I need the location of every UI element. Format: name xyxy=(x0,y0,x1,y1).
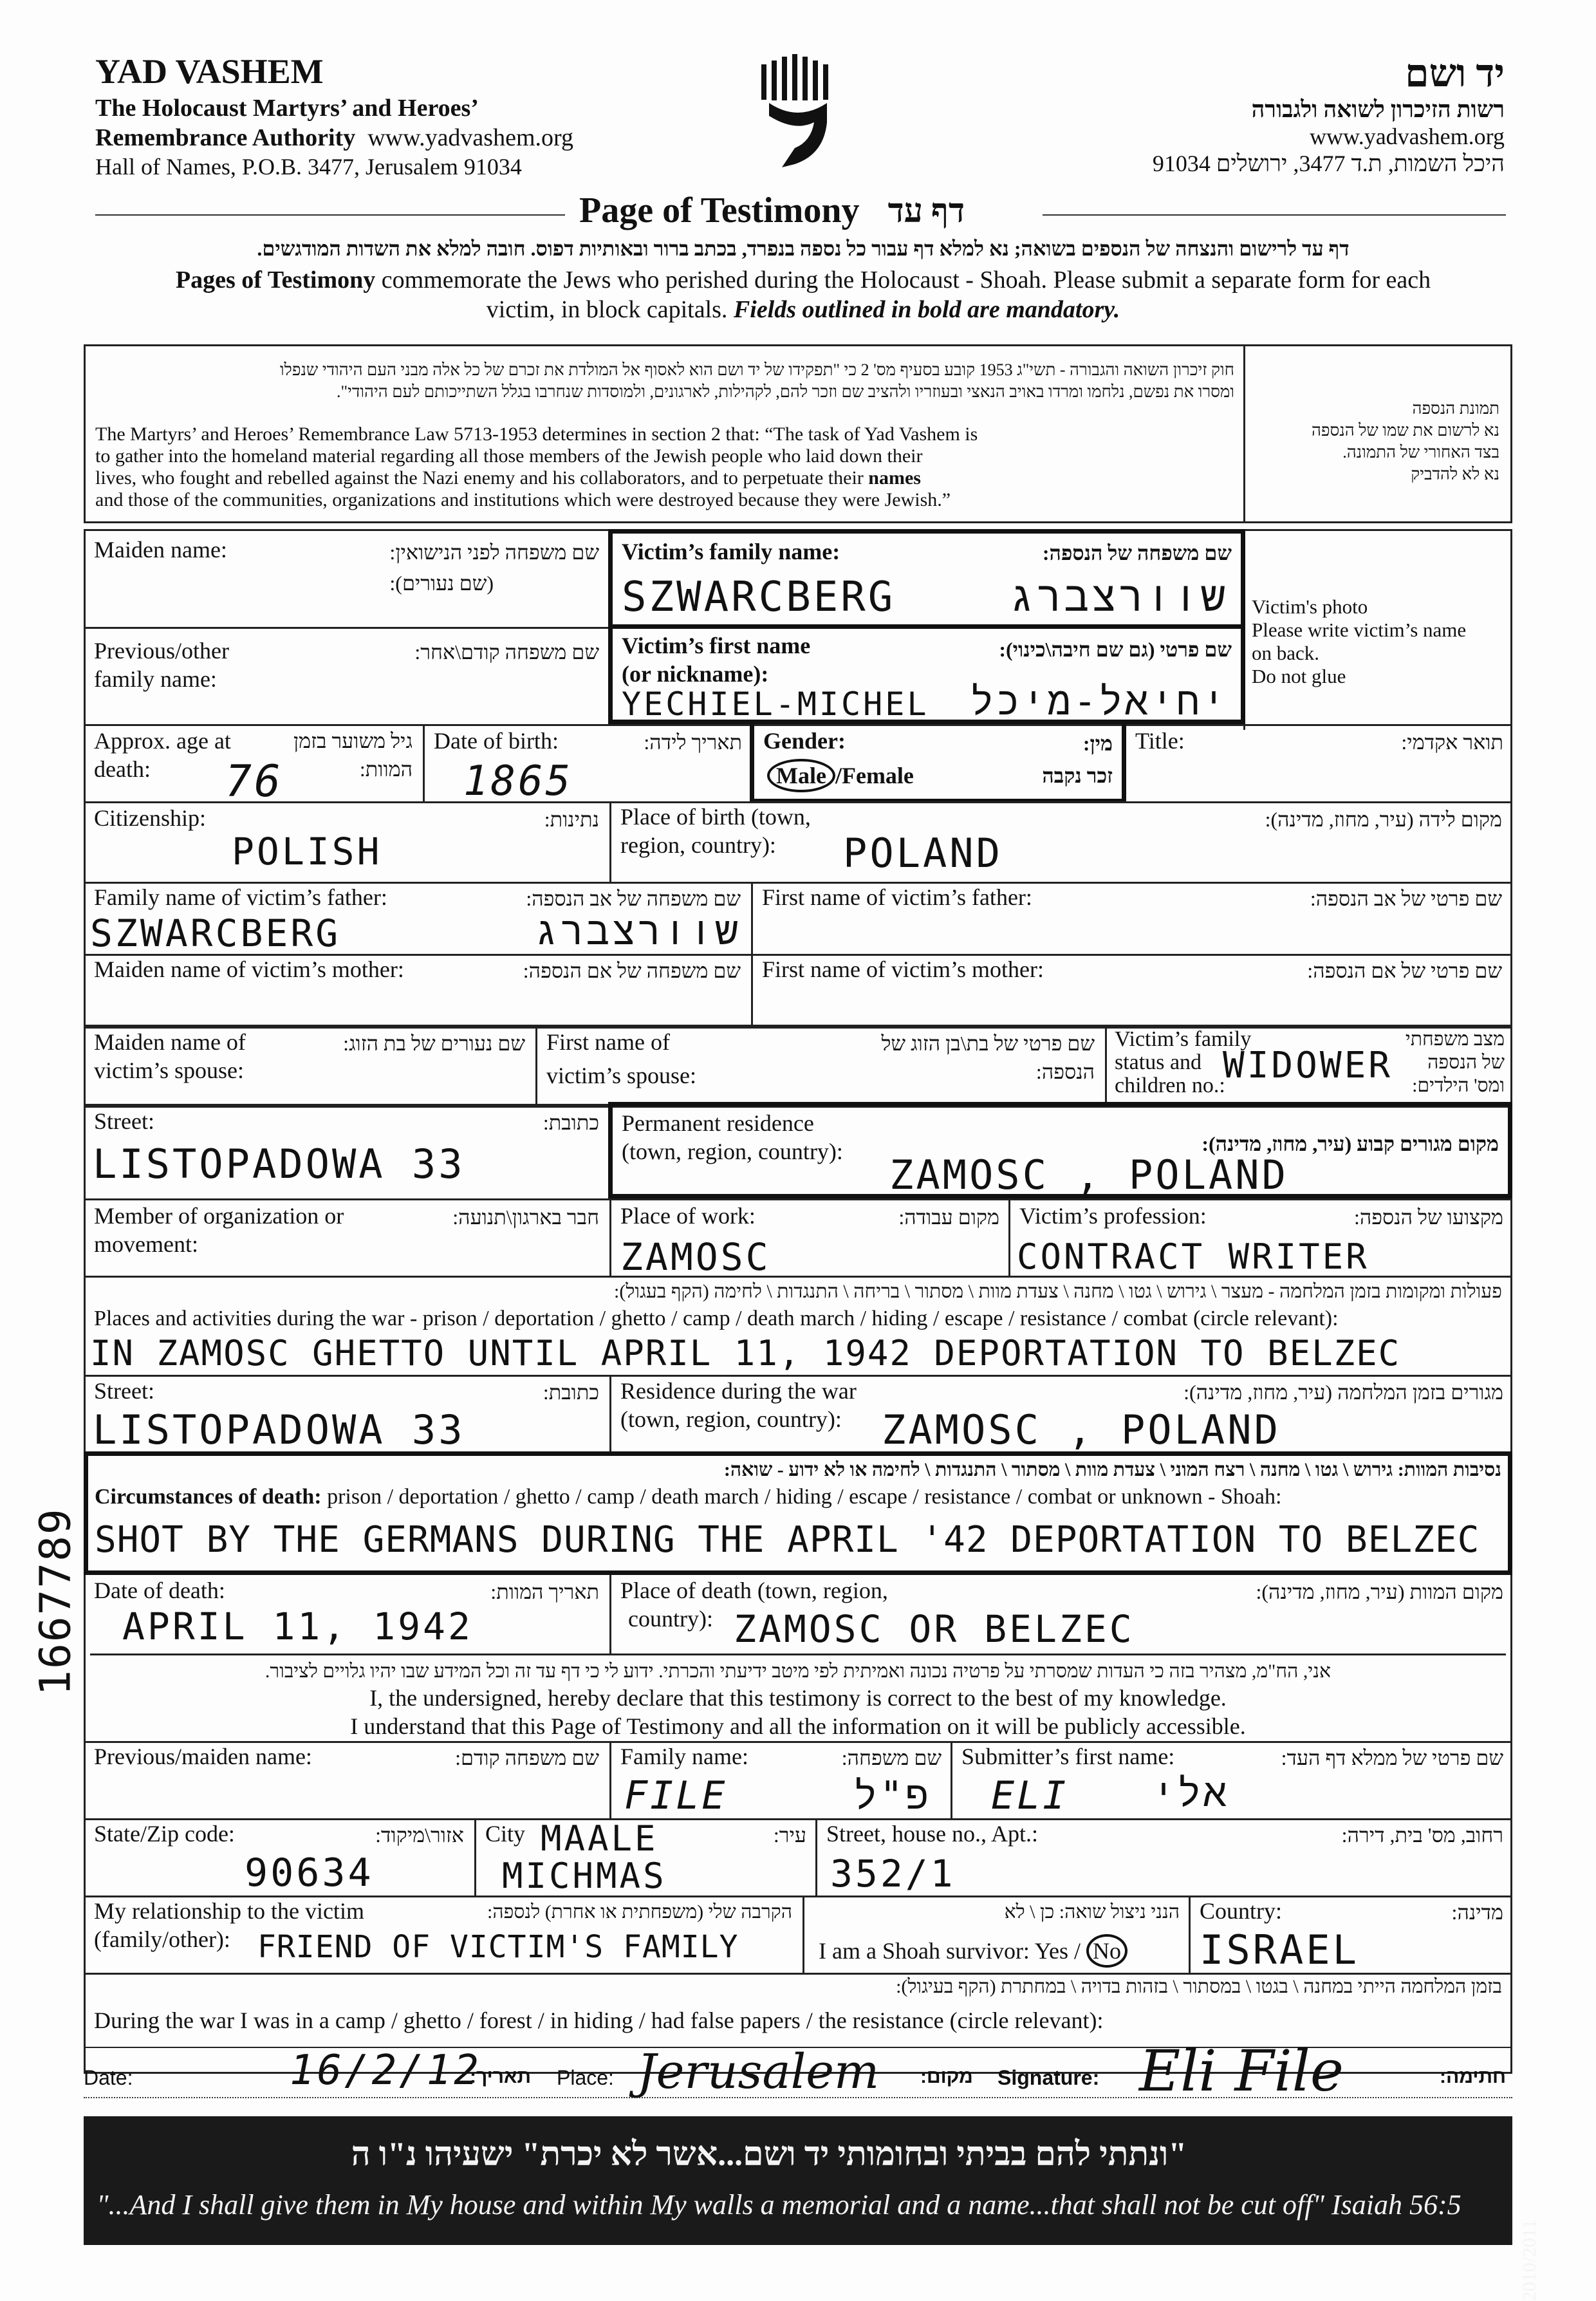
submitter-first-value[interactable]: ELI xyxy=(991,1773,1069,1818)
street-cell[interactable] xyxy=(84,1106,611,1196)
gender-cell[interactable] xyxy=(750,720,1126,803)
pob-label-2: region, country): xyxy=(620,832,776,858)
org-cell[interactable] xyxy=(84,1198,611,1276)
father-family-label: Family name of victim’s father: xyxy=(94,884,387,910)
zip-label-he: אזור\מיקוד: xyxy=(375,1823,464,1847)
war-places-label: Places and activities during the war - prison / deportation / ghetto / camp / death march / hiding / escape / resistance / combat (circle relevant): xyxy=(94,1307,1339,1330)
perm-res-label-2: (town, region, country): xyxy=(622,1139,843,1164)
father-family-label-he: שם משפחה של אב הנספה: xyxy=(526,887,741,910)
dod-label: Date of death: xyxy=(94,1578,225,1603)
citizenship-value[interactable]: POLISH xyxy=(232,830,382,873)
father-family-cell[interactable] xyxy=(84,882,753,954)
spouse-first-label-he xyxy=(805,1029,1095,1086)
submitter-first-cell[interactable] xyxy=(952,1741,1512,1818)
law-en-3: lives, who fought and rebelled against the Nazi enemy and his collaborators, and to perpetuate their xyxy=(95,467,869,489)
intro-en-bold: Pages of Testimony xyxy=(175,266,376,293)
city-value-2[interactable]: MICHMAS xyxy=(502,1856,667,1896)
death-circ-label-rest: prison / deportation / ghetto / camp / death march / hiding / escape / resistance / combat or unknown - Shoah: xyxy=(321,1485,1282,1509)
spouse-maiden-cell[interactable] xyxy=(84,1027,537,1104)
country-cell[interactable] xyxy=(1191,1896,1512,1973)
submitter-family-label: Family name: xyxy=(620,1744,748,1769)
war-places-cell[interactable] xyxy=(84,1276,1512,1379)
war-res-label-1: Residence during the war xyxy=(620,1378,857,1404)
pod-label-1: Place of death (town, region, xyxy=(620,1578,888,1603)
website-left: www.yadvashem.org xyxy=(367,124,573,151)
spouse-first-cell[interactable] xyxy=(537,1027,1107,1104)
country-label-he: מדינה: xyxy=(1451,1901,1503,1924)
family-status-label-3: children no.: xyxy=(1115,1074,1225,1097)
father-first-cell[interactable] xyxy=(753,882,1512,954)
submitter-prev-label: Previous/maiden name: xyxy=(94,1744,312,1769)
prev-family-cell[interactable] xyxy=(84,629,611,724)
submitter-family-cell[interactable] xyxy=(611,1741,952,1818)
signature-row xyxy=(84,2038,1512,2111)
prev-family-label xyxy=(94,637,229,693)
pob-value[interactable]: POLAND xyxy=(843,830,1003,877)
zip-value[interactable]: 90634 xyxy=(245,1850,374,1896)
age-cell[interactable] xyxy=(84,724,425,807)
gender-male[interactable]: Male xyxy=(767,759,835,792)
relationship-label-he: הקרבה שלי (משפחתית או אחרת) לנספה: xyxy=(487,1901,792,1923)
margin-number: 1667789 xyxy=(30,1507,80,1696)
relationship-label-2: (family/other): xyxy=(94,1926,230,1952)
maiden-name-cell[interactable] xyxy=(84,529,611,629)
mother-first-cell[interactable] xyxy=(753,954,1512,1025)
spouse-first-label-2: victim’s spouse: xyxy=(546,1063,696,1088)
death-circ-value[interactable]: SHOT BY THE GERMANS DURING THE APRIL '42 DEPORTATION TO BELZEC xyxy=(95,1519,1480,1561)
first-name-label xyxy=(622,631,810,688)
war-res-label xyxy=(620,1377,857,1433)
submitter-prev-label-he: שם משפחה קודם: xyxy=(455,1746,599,1769)
org-name-he: יד ושם xyxy=(1405,52,1505,95)
family-name-label: Victim’s family name: xyxy=(622,539,840,564)
org-sub-he: רשות הזיכרון לשואה ולגבורה xyxy=(1251,97,1505,122)
photo-instructions-he xyxy=(1252,398,1499,485)
age-label-1: Approx. age at xyxy=(94,728,231,754)
city-label: City xyxy=(485,1821,526,1847)
gender-options xyxy=(767,759,914,792)
relationship-cell[interactable] xyxy=(84,1896,804,1973)
survivor-label-text: I am a Shoah survivor: Yes / xyxy=(819,1938,1081,1964)
spouse-maiden-label xyxy=(94,1028,246,1085)
submitter-first-label: Submitter’s first name: xyxy=(961,1744,1175,1769)
war-res-label-2: (town, region, country): xyxy=(620,1406,842,1432)
war-street-label-he: כתובת: xyxy=(543,1381,599,1404)
profession-cell[interactable] xyxy=(1010,1198,1512,1276)
work-cell[interactable] xyxy=(611,1198,1010,1279)
spouse-maiden-label-2: victim’s spouse: xyxy=(94,1057,244,1083)
law-he xyxy=(95,359,1234,403)
title-label-he: תואר אקדמי: xyxy=(1401,731,1503,754)
submitter-first-value-he[interactable]: אלי xyxy=(1151,1771,1229,1816)
war-res-value[interactable]: ZAMOSC , POLAND xyxy=(882,1406,1281,1453)
family-name-value[interactable]: SZWARCBERG xyxy=(622,573,896,621)
survivor-no[interactable]: No xyxy=(1086,1934,1127,1968)
gender-label-he: מין: xyxy=(1082,732,1113,755)
spouse-first-label xyxy=(546,1028,696,1090)
citizenship-label-he: נתינות: xyxy=(544,808,599,831)
submitter-street-value[interactable]: 352/1 xyxy=(830,1852,956,1896)
spouse-maiden-label-1: Maiden name of xyxy=(94,1029,246,1055)
signature-underline xyxy=(84,2097,1512,2098)
pob-label-1: Place of birth (town, xyxy=(620,804,811,830)
org-name-en: YAD VASHEM xyxy=(95,52,324,91)
declaration-en-2: I understand that this Page of Testimony and all the information on it will be publicly accessible. xyxy=(350,1713,1246,1739)
zip-cell[interactable] xyxy=(84,1818,476,1896)
street-label: Street: xyxy=(94,1108,154,1134)
place-value[interactable]: Jerusalem xyxy=(637,2044,880,2100)
perm-res-cell[interactable] xyxy=(608,1102,1512,1198)
survivor-label-he: הנני ניצול שואה: כן \ לא xyxy=(1004,1901,1180,1923)
zip-label: State/Zip code: xyxy=(94,1821,235,1847)
submitter-family-label-he: שם משפחה: xyxy=(841,1746,942,1769)
age-label-he xyxy=(284,727,413,783)
org-label-2: movement: xyxy=(94,1231,198,1257)
perm-res-label-1: Permanent residence xyxy=(622,1110,814,1136)
work-value[interactable]: ZAMOSC xyxy=(620,1235,771,1279)
submitter-street-cell[interactable] xyxy=(817,1818,1512,1896)
photo-en-3: on back. xyxy=(1252,642,1320,664)
survivor-label xyxy=(819,1934,1127,1968)
photo-he-3: בצד האחורי של התמונה. xyxy=(1342,443,1499,461)
war-res-cell[interactable] xyxy=(611,1375,1512,1456)
city-label-he: עיר: xyxy=(773,1823,806,1847)
law-en-1: The Martyrs’ and Heroes’ Remembrance Law 5713-1953 determines in section 2 that: “The task of Yad Vashem is xyxy=(95,424,978,445)
survivor-cell[interactable] xyxy=(804,1896,1191,1973)
org-label xyxy=(94,1202,344,1258)
declaration-he: אני, הח"מ, מצהיר בזה כי העדות שמסרתי על פרטיה נכונה ואמיתית לפי מיטב ידיעתי והכרתי. ידוע לי כי דף עד זה וכל המידע שבו יהיו גלויים לציבור. xyxy=(264,1661,1332,1682)
date-value[interactable]: 16/2/12 xyxy=(290,2047,481,2094)
law-divider xyxy=(1243,344,1245,523)
gender-female[interactable]: /Female xyxy=(835,763,914,788)
war-street-value[interactable]: LISTOPADOWA 33 xyxy=(93,1406,465,1453)
submitter-war-label-he: בזמן המלחמה הייתי במחנה \ בגטו \ במסתור \ בזהות בדויה \ במחתרת (הקף בעיגול): xyxy=(896,1976,1502,1997)
photo-en-4: Do not glue xyxy=(1252,665,1346,687)
footer-year: 2010/2011 xyxy=(1519,2219,1540,2301)
date-label-he: תאריך: xyxy=(470,2066,532,2087)
maiden-name-label: Maiden name: xyxy=(94,537,227,563)
citizenship-label: Citizenship: xyxy=(94,805,206,831)
law-he-1: חוק זיכרון השואה והגבורה - תשי"ג 1953 קובע בסעיף מס' 2 כי "תפקידו של יד ושם הוא לאסוף אל המולדת את זכרם של כל אלה מבני העם היהודי שנפלו xyxy=(280,360,1234,379)
photo-en-1: Victim's photo xyxy=(1252,595,1368,618)
relationship-label-1: My relationship to the victim xyxy=(94,1898,364,1924)
family-status-label-he xyxy=(1376,1028,1505,1097)
org-sub1: The Holocaust Martyrs’ and Heroes’ xyxy=(95,95,479,122)
submitter-prev-cell[interactable] xyxy=(84,1741,611,1818)
photo-en-2: Please write victim’s name xyxy=(1252,619,1467,641)
submitter-street-label-he: רחוב, מס' בית, דירה: xyxy=(1341,1823,1503,1847)
profession-value[interactable]: CONTRACT WRITER xyxy=(1017,1236,1369,1277)
header-left xyxy=(95,51,674,180)
death-circ-label xyxy=(95,1484,1510,1510)
dob-value[interactable]: 1865 xyxy=(463,758,573,805)
intro-en-1: commemorate the Jews who perished during the Holocaust - Shoah. Please submit a separate form for each xyxy=(375,266,1431,293)
family-status-value[interactable]: WIDOWER xyxy=(1223,1045,1393,1086)
death-circ-label-bold: Circumstances of death: xyxy=(95,1485,322,1509)
submitter-war-cell[interactable] xyxy=(84,1973,1512,2044)
header-right xyxy=(925,51,1505,177)
first-name-value-he[interactable]: יחיאל-מיכל xyxy=(970,679,1228,724)
signature-label-he: חתימה: xyxy=(1439,2066,1506,2087)
street-value[interactable]: LISTOPADOWA 33 xyxy=(93,1141,465,1188)
dod-value[interactable]: APRIL 11, 1942 xyxy=(122,1605,473,1648)
pod-label-he: מקום המוות (עיר, מחוז, מדינה): xyxy=(1256,1580,1503,1603)
intro-he: דף עד לרישום והנצחה של הנספים בשואה; נא למלא דף עבור כל נספה בנפרד, בכתב ברור ובאותיות דפוס. חובה למלא את השדות המודגשים. xyxy=(257,237,1350,260)
submitter-war-label: During the war I was in a camp / ghetto / forest / in hiding / had false papers / the resistance (circle relevant): xyxy=(94,2008,1104,2033)
perm-res-value[interactable]: ZAMOSC , POLAND xyxy=(889,1151,1288,1198)
citizenship-cell[interactable] xyxy=(84,801,611,882)
war-street-label: Street: xyxy=(94,1378,154,1404)
footer-quote-he: "ונתתי להם בביתי ובחומותי יד ושם...אשר לא יכרת" ישעיהו נ"ו ה xyxy=(351,2136,1187,2173)
law-he-2: ומסרו את נפשם, נלחמו ומרדו באויב הנאצי ובעוזריו ולהציב שם וזכר להם, לקהילות, לארגונים, ולמוסדות שנחרבו בגלל השתייכותם לעם היהודי". xyxy=(336,382,1234,401)
father-family-value[interactable]: SZWARCBERG xyxy=(90,911,341,955)
country-label: Country: xyxy=(1200,1898,1283,1924)
submitter-family-value-he[interactable]: פ"ל xyxy=(853,1773,931,1818)
mother-maiden-cell[interactable] xyxy=(84,954,753,1025)
prev-family-label-he: שם משפחה קודם\אחר: xyxy=(414,640,599,664)
yad-vashem-logo xyxy=(756,51,843,180)
street-label-he: כתובת: xyxy=(543,1111,599,1134)
family-status-cell[interactable] xyxy=(1107,1027,1512,1104)
dod-cell[interactable] xyxy=(84,1575,611,1654)
work-label-he: מקום עבודה: xyxy=(898,1206,999,1229)
date-label: Date: xyxy=(84,2066,133,2089)
pod-cell[interactable] xyxy=(611,1575,1512,1654)
photo-he-2: נא לרשום את שמו של הנספה xyxy=(1311,421,1499,440)
header-rule-left xyxy=(95,214,565,216)
death-circ-label-he: נסיבות המוות: גירוש \ גטו \ מחנה \ רצח המוני \ צעדת מוות \ מסתור \ התנגדות \ לחימה או לא ידוע - שואה: xyxy=(723,1459,1501,1480)
signature-value[interactable]: Eli File xyxy=(1139,2038,1344,2104)
work-label: Place of work: xyxy=(620,1203,756,1229)
page-title-row xyxy=(579,190,1030,231)
dob-cell[interactable] xyxy=(425,724,753,805)
age-label xyxy=(94,727,231,783)
org-label-1: Member of organization or xyxy=(94,1203,344,1229)
family-status-label-2: status and xyxy=(1115,1050,1202,1074)
intro-en-2-bi: Fields outlined in bold are mandatory. xyxy=(733,296,1120,323)
mother-first-label-he: שם פרטי של אם הנספה: xyxy=(1307,959,1502,982)
address-en: Hall of Names, P.O.B. 3477, Jerusalem 91034 xyxy=(95,154,522,180)
photo-he-1: תמונת הנספה xyxy=(1412,399,1499,418)
org-label-he: חבר בארגון\תנועה: xyxy=(452,1206,599,1229)
city-value-1[interactable]: MAALE xyxy=(541,1818,658,1859)
war-places-label-he: פעולות ומקומות בזמן המלחמה - מעצר \ גירוש \ גטו \ מחנה \ צעדת מוות \ מסתור \ בריחה \ התנגדות \ לחימה (הקף בעגול): xyxy=(614,1281,1502,1302)
perm-res-label-he: מקום מגורים קבוע (עיר, מחוז, מדינה): xyxy=(1202,1132,1499,1155)
age-label-he-1: גיל משוער בזמן xyxy=(293,729,413,752)
family-status-label-he-3: ומס' הילדים: xyxy=(1412,1075,1505,1096)
page-title: Page of Testimony xyxy=(579,191,860,230)
family-status-label-he-1: מצב משפחתי xyxy=(1405,1029,1505,1050)
father-first-label-he: שם פרטי של אב הנספה: xyxy=(1310,887,1502,910)
page-title-he: דף עד xyxy=(887,193,965,230)
law-en-3b: names xyxy=(868,467,921,489)
death-circ-cell[interactable] xyxy=(84,1451,1512,1575)
intro-en-2: victim, in block capitals. xyxy=(486,296,734,323)
family-status-label-he-2: של הנספה xyxy=(1427,1052,1505,1073)
profession-label: Victim’s profession: xyxy=(1019,1203,1207,1229)
relationship-value[interactable]: FRIEND OF VICTIM'S FAMILY xyxy=(257,1929,739,1965)
declaration-en-1: I, the undersigned, hereby declare that this testimony is correct to the best of my knowledge. xyxy=(369,1685,1227,1711)
submitter-street-label: Street, house no., Apt.: xyxy=(826,1821,1038,1847)
law-en-2: to gather into the homeland material regarding all those members of the Jewish people who laid down their xyxy=(95,445,923,467)
footer-quote-en: "...And I shall give them in My house and within My walls a memorial and a name...that shall not be cut off" Isaiah 56:5 xyxy=(97,2189,1461,2221)
spouse-first-label-1: First name of xyxy=(546,1029,670,1055)
intro-en xyxy=(95,265,1511,324)
submitter-family-value[interactable]: FILE xyxy=(624,1773,728,1818)
city-cell[interactable] xyxy=(476,1818,817,1896)
place-label-he: מקום: xyxy=(920,2066,973,2087)
maiden-name-label-he2: (שם נעורים): xyxy=(389,572,494,595)
pob-cell[interactable] xyxy=(611,801,1512,882)
dob-label: Date of birth: xyxy=(434,728,559,754)
pod-value[interactable]: ZAMOSC OR BELZEC xyxy=(734,1607,1135,1651)
age-label-he-2: המוות: xyxy=(359,758,413,781)
law-en-4: and those of the communities, organizations and institutions which were destroyed because they were Jewish.” xyxy=(95,489,951,510)
org-sub2-line xyxy=(95,124,674,152)
signature-label: Signature: xyxy=(998,2066,1100,2089)
family-name-value-he[interactable]: שוורצברג xyxy=(1009,573,1228,621)
maiden-name-label-he: שם משפחה לפני הנישואין: xyxy=(389,541,599,564)
first-name-label-1: Victim’s first name xyxy=(622,633,811,658)
spouse-maiden-label-he: שם נעורים של בת הזוג: xyxy=(343,1032,525,1055)
photo-he-4: נא לא להדביק xyxy=(1411,465,1499,483)
address-he: היכל השמות, ת.ד 3477, ירושלים 91034 xyxy=(1152,151,1505,176)
submitter-first-label-he: שם פרטי של ממלא דף העד: xyxy=(1281,1746,1503,1769)
family-name-label-he: שם משפחה של הנספה: xyxy=(1042,541,1232,564)
pod-label-2: country): xyxy=(628,1606,713,1632)
website-right: www.yadvashem.org xyxy=(1310,124,1505,149)
first-name-label-2: (or nickname): xyxy=(622,661,769,687)
title-label: Title: xyxy=(1135,728,1185,754)
father-first-label: First name of victim’s father: xyxy=(762,884,1032,910)
family-status-label-1: Victim’s family xyxy=(1115,1027,1252,1051)
org-sub2: Remembrance Authority xyxy=(95,124,356,151)
spouse-first-label-he-2: הנספה: xyxy=(1035,1060,1095,1083)
gender-label: Gender: xyxy=(763,728,846,754)
first-name-cell[interactable] xyxy=(608,624,1245,724)
mother-maiden-label: Maiden name of victim’s mother: xyxy=(94,956,404,982)
war-res-label-he: מגורים בזמן המלחמה (עיר, מחוז, מדינה): xyxy=(1183,1381,1503,1404)
age-label-2: death: xyxy=(94,756,151,782)
photo-instructions-en xyxy=(1252,595,1506,688)
prev-family-label-2: family name: xyxy=(94,666,217,692)
footer-banner xyxy=(84,2116,1540,2301)
dod-label-he: תאריך המוות: xyxy=(490,1580,599,1603)
age-value[interactable]: 76 xyxy=(225,756,283,807)
spouse-first-label-he-1: שם פרטי של בת\בן הזוג של xyxy=(881,1032,1095,1055)
pob-label xyxy=(620,803,811,859)
mother-maiden-label-he: שם משפחה של אם הנספה: xyxy=(523,959,741,982)
header-rule-right xyxy=(1043,214,1506,216)
prev-family-label-1: Previous/other xyxy=(94,638,229,664)
law-en-3-line xyxy=(95,467,1234,489)
war-street-cell[interactable] xyxy=(84,1375,611,1456)
father-family-value-he[interactable]: שוורצברג xyxy=(534,909,741,954)
family-name-cell[interactable] xyxy=(608,529,1245,629)
mother-first-label: First name of victim’s mother: xyxy=(762,956,1044,982)
law-en xyxy=(95,424,1234,511)
gender-options-he[interactable]: זכר נקבה xyxy=(1042,764,1113,787)
title-cell[interactable] xyxy=(1126,724,1512,801)
country-value[interactable]: ISRAEL xyxy=(1200,1926,1359,1973)
dob-label-he: תאריך לידה: xyxy=(644,731,742,754)
first-name-label-he: שם פרטי (גם שם חיבה\כינוי): xyxy=(999,638,1232,661)
first-name-value[interactable]: YECHIEL-MICHEL xyxy=(622,685,929,723)
pob-label-he: מקום לידה (עיר, מחוז, מדינה): xyxy=(1265,808,1502,831)
declaration xyxy=(90,1654,1506,1740)
place-label: Place: xyxy=(557,2066,614,2089)
war-places-value[interactable]: IN ZAMOSC GHETTO UNTIL APRIL 11, 1942 DEPORTATION TO BELZEC xyxy=(90,1333,1401,1374)
perm-res-label xyxy=(622,1109,843,1166)
profession-label-he: מקצועו של הנספה: xyxy=(1353,1206,1503,1229)
